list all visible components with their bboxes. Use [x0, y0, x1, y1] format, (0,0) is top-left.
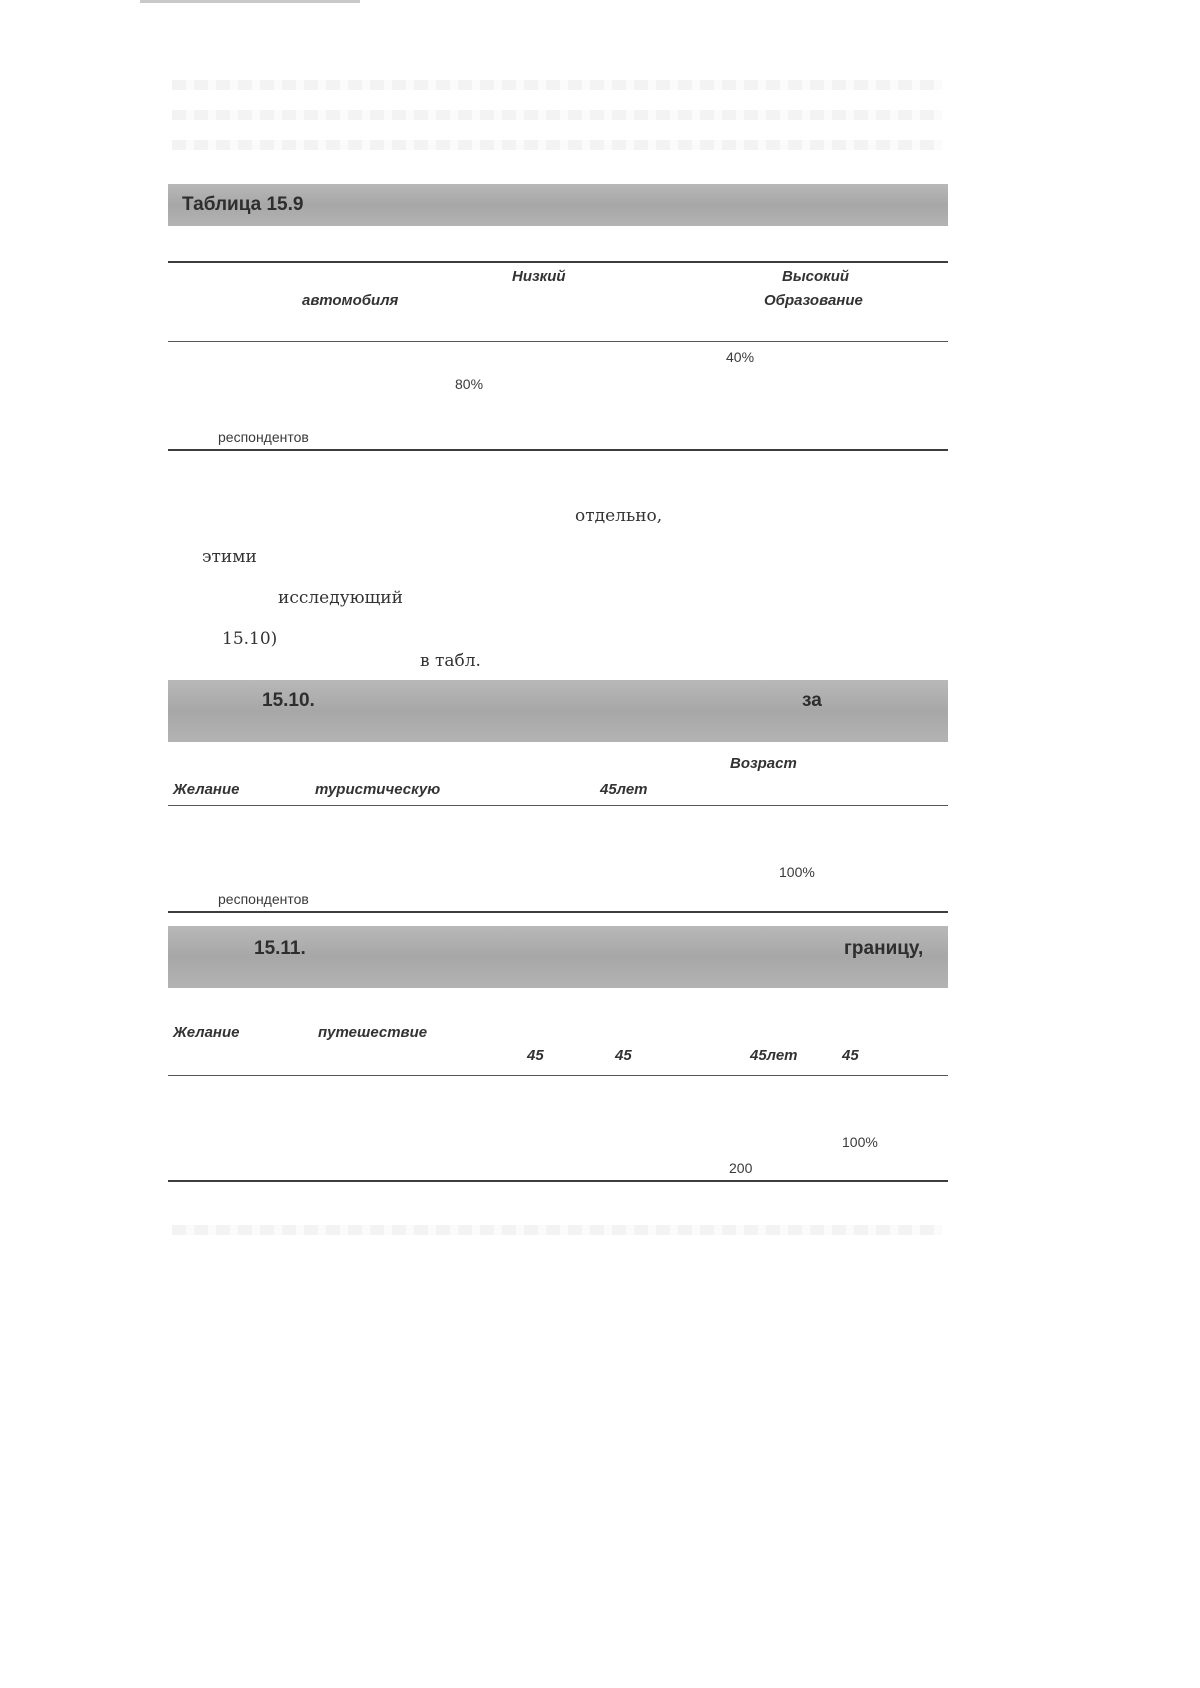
- table-15-10-header-desire: Желание: [173, 781, 240, 798]
- table-15-10-cell-respondents: респондентов: [218, 891, 309, 907]
- table-15-10-cell-100: 100%: [779, 864, 815, 880]
- text-fragment: 15.10): [222, 629, 278, 649]
- table-15-10-title-right: за: [802, 690, 822, 711]
- table-15-11-header-45a: 45: [527, 1047, 544, 1064]
- table-15-9-cell-40: 40%: [726, 349, 755, 365]
- table-15-9-cell-respondents: респондентов: [218, 429, 309, 445]
- table-15-9-top-rule: [168, 261, 948, 263]
- table-15-11-header-rule: [168, 1075, 948, 1076]
- table-15-9-bottom-rule: [168, 449, 948, 451]
- table-15-11-header-45d: 45: [842, 1047, 859, 1064]
- table-15-10-header-rule: [168, 805, 948, 806]
- page-edge-line: [140, 0, 360, 3]
- table-15-11-header-45b: 45: [615, 1047, 632, 1064]
- table-15-10-title-band: [168, 680, 948, 742]
- faded-text-line: [172, 1225, 942, 1235]
- text-fragment: отдельно,: [575, 506, 663, 526]
- table-15-9-header-education: Образование: [764, 292, 863, 309]
- faded-text-line: [172, 140, 942, 150]
- text-fragment: в табл.: [420, 651, 481, 671]
- table-15-10-bottom-rule: [168, 911, 948, 913]
- table-15-10-header-age: Возраст: [730, 755, 797, 772]
- faded-text-line: [172, 110, 942, 120]
- text-fragment: этими: [202, 547, 257, 567]
- table-15-9-title-band: [168, 184, 948, 226]
- faded-text-line: [172, 80, 942, 90]
- table-15-11-title-right: границу,: [844, 938, 924, 959]
- table-15-9-cell-80: 80%: [455, 376, 484, 392]
- table-15-11-header-45c: 45лет: [750, 1047, 798, 1064]
- table-15-9-header-high: Высокий: [782, 268, 850, 285]
- table-15-9-header-car: автомобиля: [302, 292, 399, 309]
- table-15-11-title-band: [168, 926, 948, 988]
- table-15-11-header-desire: Желание: [173, 1024, 240, 1041]
- table-15-10-header-tourist: туристическую: [315, 781, 441, 798]
- table-15-11-cell-200: 200: [729, 1160, 753, 1176]
- text-fragment: исследующий: [278, 588, 403, 608]
- table-15-10-title: 15.10.: [262, 690, 315, 711]
- table-15-9-header-low: Низкий: [512, 268, 566, 285]
- table-15-11-cell-100: 100%: [842, 1134, 878, 1150]
- table-15-10-header-45: 45лет: [600, 781, 648, 798]
- table-15-11-bottom-rule: [168, 1180, 948, 1182]
- table-15-11-header-travel: путешествие: [318, 1024, 428, 1041]
- table-15-9-header-rule: [168, 341, 948, 342]
- table-15-11-title: 15.11.: [254, 938, 306, 959]
- table-15-9-title: Таблица 15.9: [182, 194, 304, 215]
